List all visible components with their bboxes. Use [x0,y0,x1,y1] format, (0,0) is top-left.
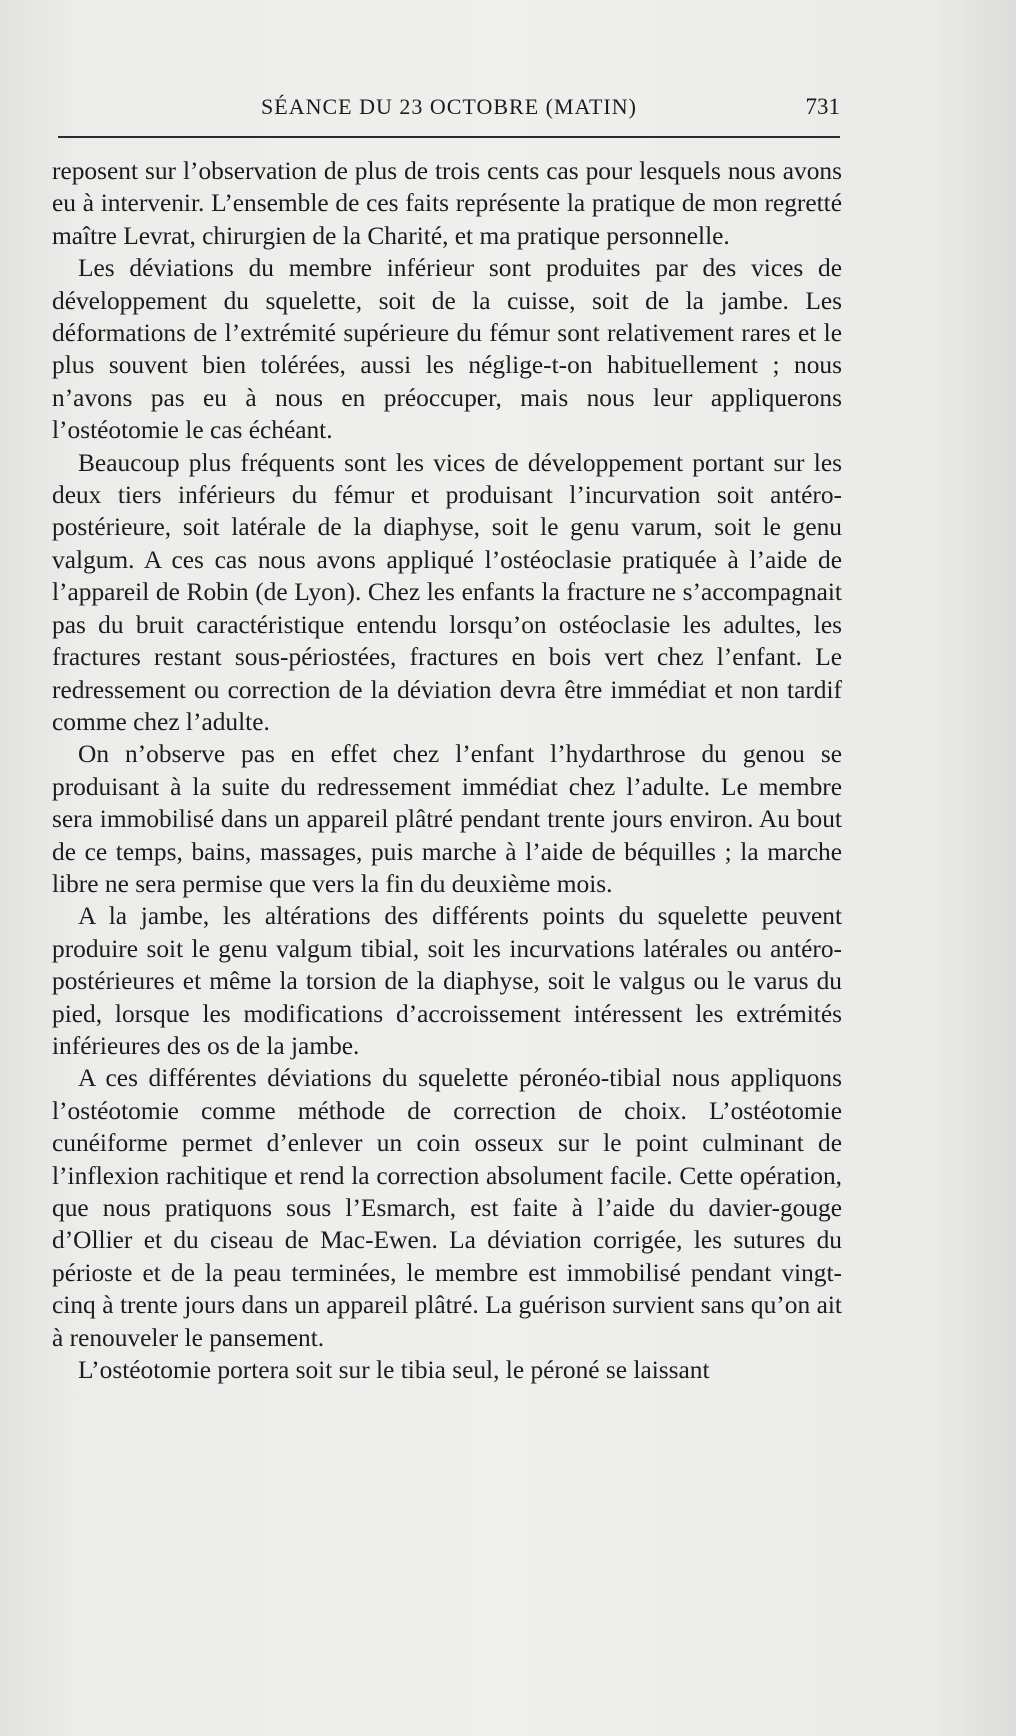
paragraph: A ces différentes déviations du squelette péronéo-tibial nous appliquons l’ostéotomie comme méthode de correction de choix. L’ostéotomie cunéiforme permet d’enlever un coin osseux sur le point culminant de l’inflexion rachitique et rend la correction absolument facile. Cette opération, que nous pratiquons sous l’Esmarch, est faite à l’aide du davier-gouge d’Ollier et du ciseau de Mac-Ewen. La déviation corrigée, les sutures du périoste et de la peau terminées, le membre est immobilisé pendant vingt-cinq à trente jours dans un appareil plâtré. La guérison survient sans qu’on ait à renouveler le pansement. [52,1064,842,1352]
paragraph: reposent sur l’observation de plus de trois cents cas pour lesquels nous avons eu à intervenir. L’ensemble de ces faits représente la pratique de mon regretté maître Levrat, chirurgien de la Charité, et ma pratique personnelle. [52,157,842,250]
page-number: 731 [805,94,840,119]
paragraph: Beaucoup plus fréquents sont les vices de développement portant sur les deux tiers inférieurs du fémur et produisant l’incurvation soit antéro-postérieure, soit latérale de la diaphyse, soit le genu varum, soit le genu valgum. A ces cas nous avons appliqué l’ostéoclasie pratiquée à l’aide de l’appareil de Robin (de Lyon). Chez les enfants la fracture ne s’accompagnait pas du bruit caractéristique entendu lorsqu’on ostéoclasie les adultes, les fractures restant sous-périostées, fractures en bois vert chez l’enfant. Le redressement ou correction de la déviation devra être immédiat et non tardif comme chez l’adulte. [52,448,842,736]
paragraph: On n’observe pas en effet chez l’enfant l’hydarthrose du genou se produisant à la suite du redressement immédiat chez l’adulte. Le membre sera immobilisé dans un appareil plâtré pendant trente jours environ. Au bout de ce temps, bains, massages, puis marche à l’aide de béquilles ; la marche libre ne sera permise que vers la fin du deuxième mois. [52,740,842,898]
paragraph: L’ostéotomie portera soit sur le tibia seul, le péroné se laissant [78,1356,710,1385]
page-header [58,94,840,124]
body-text [52,155,842,1386]
paragraph: A la jambe, les altérations des différents points du squelette peuvent produire soit le genu valgum tibial, soit les incurvations latérales ou antéro-postérieures et même la torsion de la diaphyse, soit le valgus ou le varus du pied, lorsque les modifications d’accroissement intéressent les extrémités inférieures des os de la jambe. [52,902,842,1060]
paragraph: Les déviations du membre inférieur sont produites par des vices de développement du squelette, soit de la cuisse, soit de la jambe. Les déformations de l’extrémité supérieure du fémur sont relativement rares et le plus souvent bien tolérées, aussi les néglige-t-on habituellement ; nous n’avons pas eu à nous en préoccuper, mais nous leur appliquerons l’ostéotomie le cas échéant. [52,254,842,445]
running-title: SÉANCE DU 23 OCTOBRE (MATIN) [261,94,637,119]
header-rule [58,136,840,138]
